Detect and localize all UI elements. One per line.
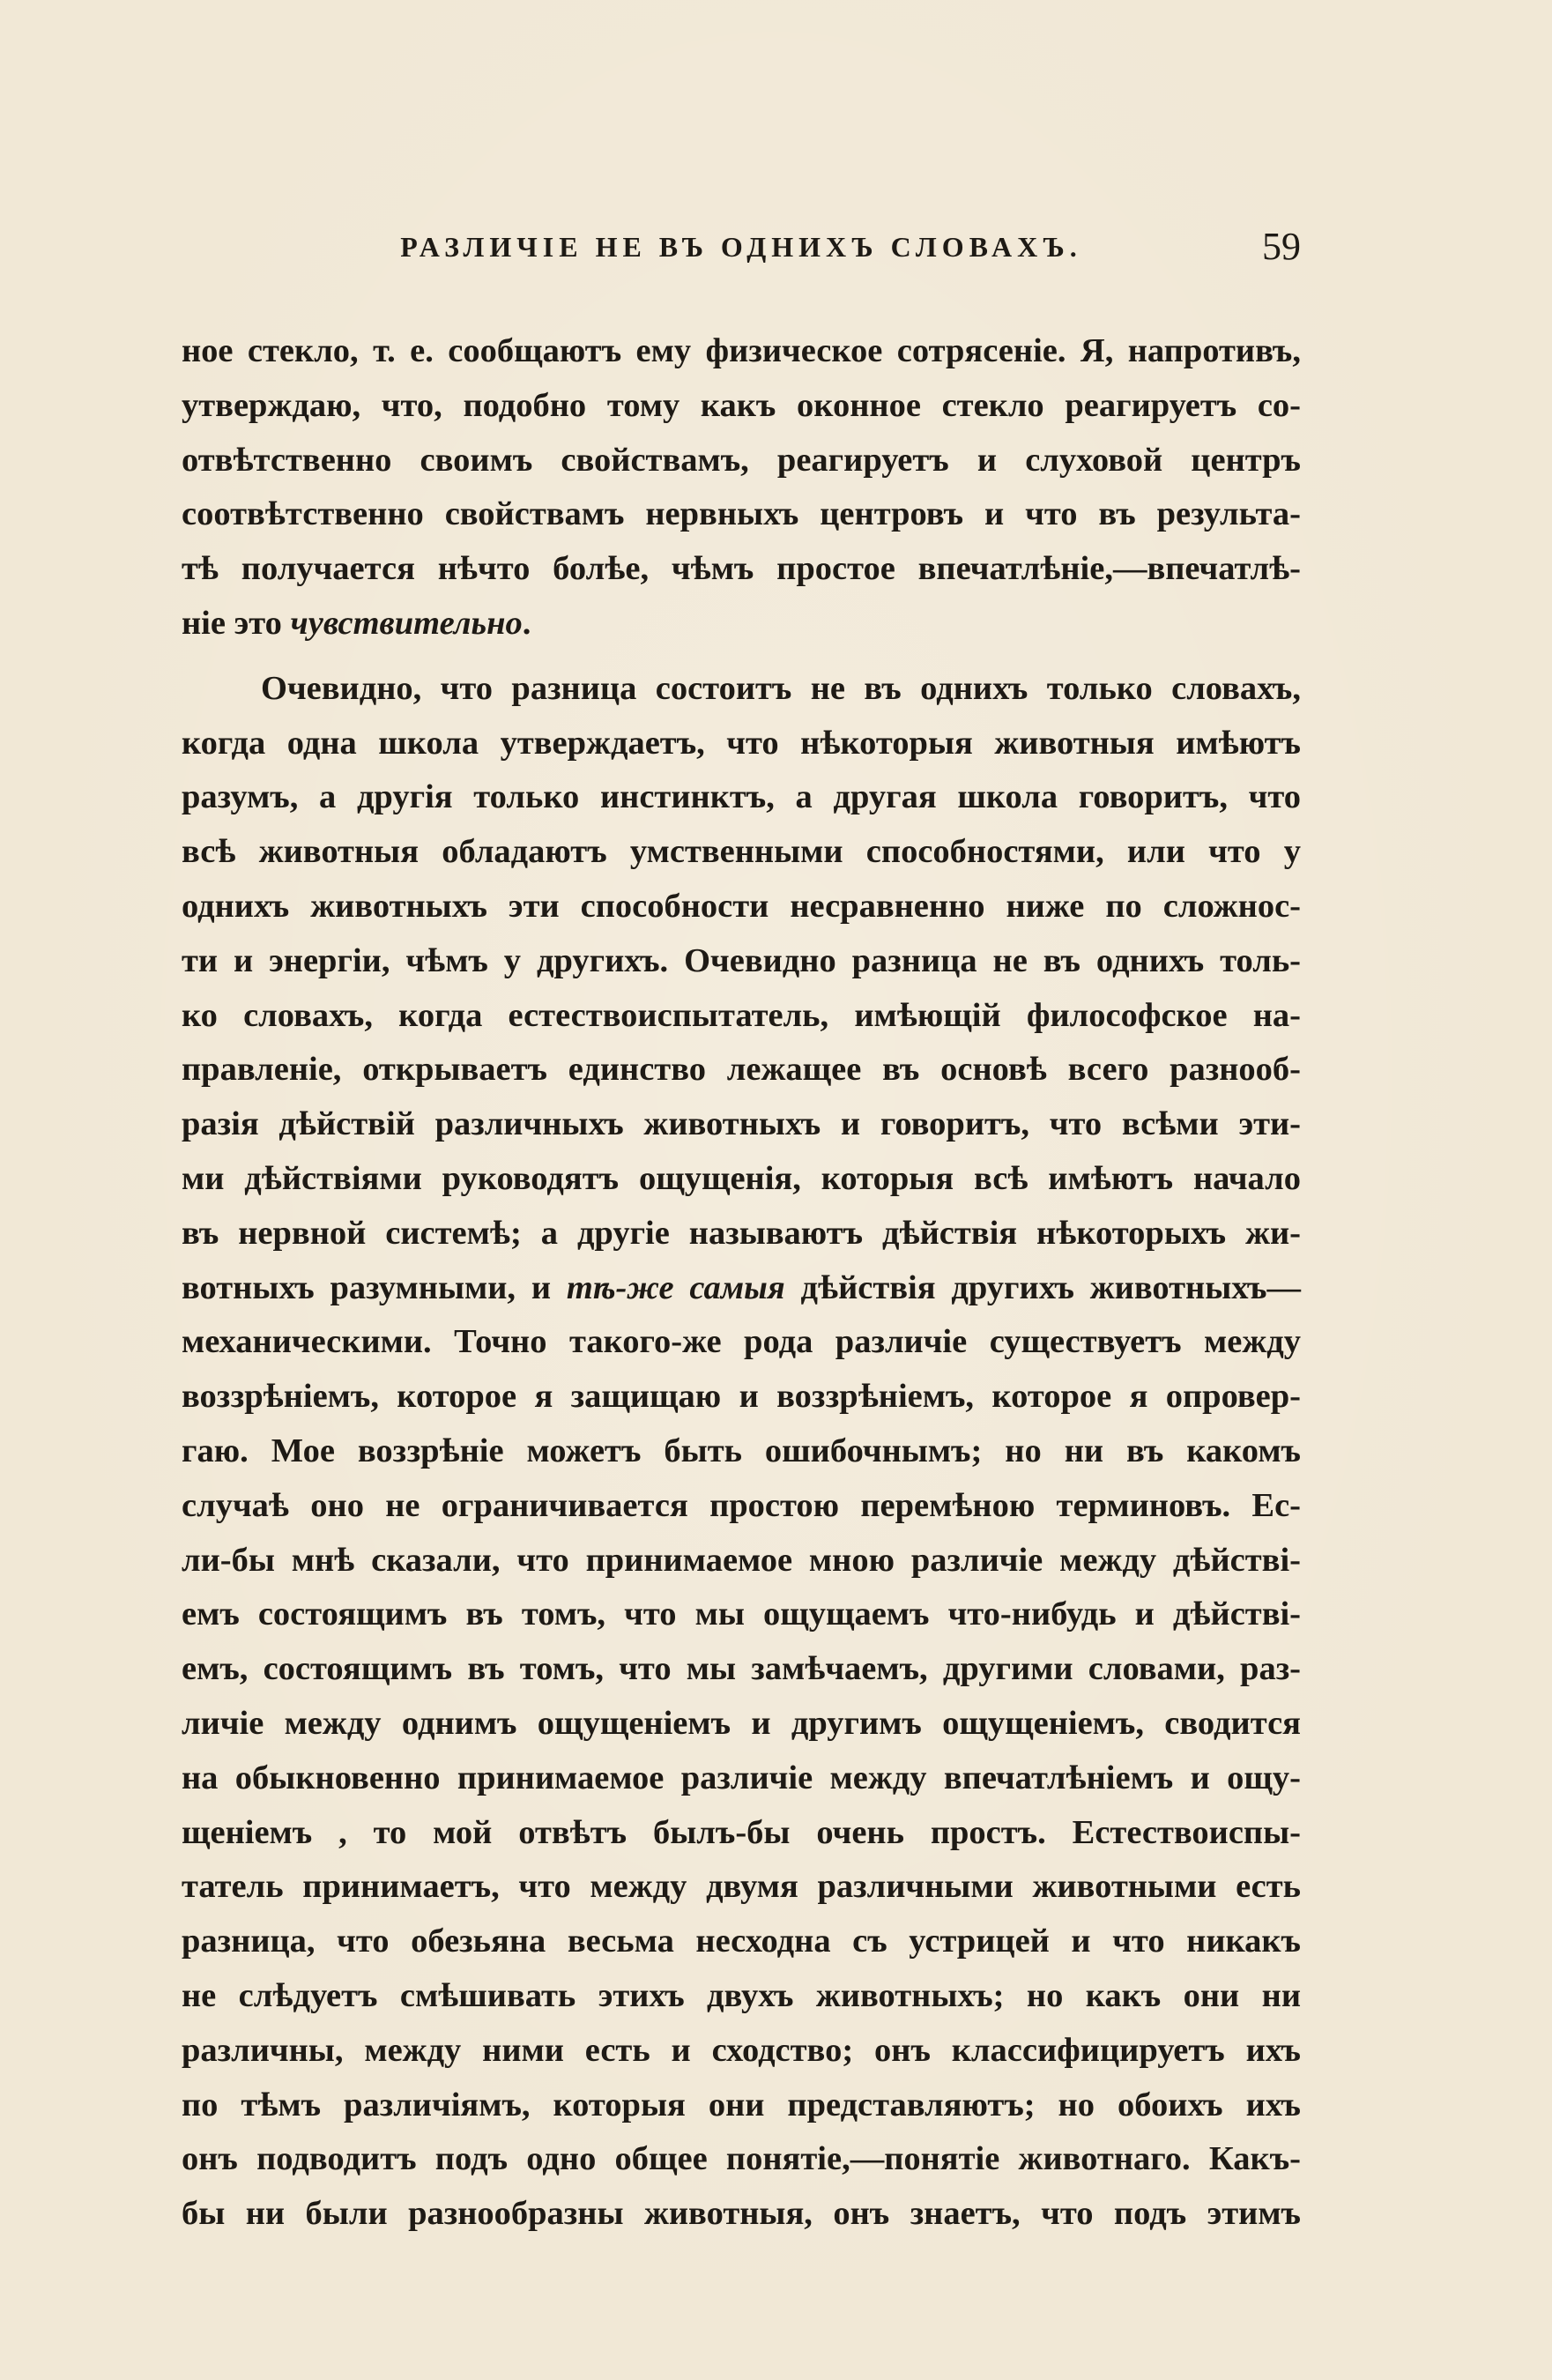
line-text: не слѣдуетъ смѣшивать этихъ двухъ животныхъ; но какъ они ни: [182, 1976, 1301, 2014]
text-line: [182, 662, 1301, 717]
text-line: [182, 880, 1301, 934]
line-text: различны, между ними есть и сходство; онъ классифицируетъ ихъ: [182, 2031, 1301, 2069]
line-text: воззрѣніемъ, которое я защищаю и воззрѣніемъ, которое я опровер-: [182, 1378, 1301, 1416]
paragraph: [182, 324, 1301, 651]
text-line: [182, 1534, 1301, 1588]
line-text: механическими. Точно такого-же рода различіе существуетъ между: [182, 1323, 1301, 1361]
line-text-after: .: [522, 604, 531, 642]
text-line: [182, 1915, 1301, 1969]
line-text: ніе это: [182, 604, 291, 642]
text-line: [182, 1588, 1301, 1642]
line-text: правленіе, открываетъ единство лежащее въ основѣ всего разнооб-: [182, 1051, 1301, 1089]
line-text: соотвѣтственно свойствамъ нервныхъ центровъ и что въ результа-: [182, 495, 1301, 533]
text-line: [182, 1097, 1301, 1152]
line-text-after: дѣйствія другихъ животныхъ—: [784, 1268, 1302, 1306]
line-text: случаѣ оно не ограничивается простою перемѣною терминовъ. Ес-: [182, 1486, 1301, 1524]
line-text: всѣ животныя обладаютъ умственными способностями, или что у: [182, 833, 1301, 871]
line-text: въ нервной системѣ; а другіе называютъ дѣйствія нѣкоторыхъ жи-: [182, 1214, 1301, 1252]
text-line: [182, 825, 1301, 880]
text-line: [182, 1261, 1301, 1316]
text-line: [182, 1315, 1301, 1370]
line-text: разія дѣйствій различныхъ животныхъ и говоритъ, что всѣми эти-: [182, 1105, 1301, 1143]
text-line: [182, 324, 1301, 379]
page-number: 59: [1262, 225, 1301, 268]
text-line: [182, 1424, 1301, 1479]
body-text: [182, 324, 1301, 2242]
line-text: ми дѣйствіями руководятъ ощущенія, которыя всѣ имѣютъ начало: [182, 1159, 1301, 1197]
text-line: [182, 1860, 1301, 1915]
text-line: [182, 1969, 1301, 2024]
text-line: [182, 1207, 1301, 1261]
line-text: ти и энергіи, чѣмъ у другихъ. Очевидно разница не въ однихъ толь-: [182, 941, 1301, 979]
line-text: вотныхъ разумными, и: [182, 1268, 567, 1306]
text-line: [182, 1697, 1301, 1752]
line-text: емъ состоящимъ въ томъ, что мы ощущаемъ что-нибудь и дѣйстві-: [182, 1595, 1301, 1633]
italic-emphasis: тѣ-же самыя: [566, 1268, 785, 1306]
text-line: [182, 934, 1301, 989]
text-line: [182, 1752, 1301, 1806]
text-line: [182, 1479, 1301, 1534]
text-line: [182, 989, 1301, 1044]
line-text: на обыкновенно принимаемое различіе между впечатлѣніемъ и ощу-: [182, 1759, 1301, 1796]
text-line: [182, 2132, 1301, 2187]
line-text: ли-бы мнѣ сказали, что принимаемое мною различіе между дѣйстві-: [182, 1541, 1301, 1579]
line-text: разница, что обезьяна весьма несходна съ устрицей и что никакъ: [182, 1923, 1301, 1960]
line-text: Очевидно, что разница состоитъ не въ однихъ только словахъ,: [261, 669, 1301, 707]
line-text: ное стекло, т. е. сообщаютъ ему физическое сотрясеніе. Я, напротивъ,: [182, 332, 1301, 369]
line-text: емъ, состоящимъ въ томъ, что мы замѣчаемъ, другими словами, раз-: [182, 1650, 1301, 1688]
running-head-title: РАЗЛИЧІЕ НЕ ВЪ ОДНИХЪ СЛОВАХЪ.: [400, 231, 1082, 263]
line-text: однихъ животныхъ эти способности несравненно ниже по сложнос-: [182, 887, 1301, 925]
line-text: тѣ получается нѣчто болѣе, чѣмъ простое впечатлѣніе,—впечатлѣ-: [182, 550, 1301, 588]
line-text: онъ подводитъ подъ одно общее понятіе,—понятіе животнаго. Какъ-: [182, 2140, 1301, 2178]
text-line: [182, 1806, 1301, 1861]
text-line: [182, 2079, 1301, 2133]
text-line: [182, 2187, 1301, 2242]
running-head: [182, 224, 1301, 277]
text-line: [182, 717, 1301, 771]
text-line: [182, 542, 1301, 597]
line-text: когда одна школа утверждаетъ, что нѣкоторыя животныя имѣютъ: [182, 724, 1301, 762]
line-text: разумъ, а другія только инстинктъ, а другая школа говоритъ, что: [182, 778, 1301, 816]
line-text: гаю. Мое воззрѣніе можетъ быть ошибочнымъ; но ни въ какомъ: [182, 1432, 1301, 1469]
line-text: ко словахъ, когда естествоиспытатель, имѣющій философское на-: [182, 996, 1301, 1034]
line-text: бы ни были разнообразны животныя, онъ знаетъ, что подъ этимъ: [182, 2195, 1301, 2233]
text-line: [182, 597, 1301, 651]
text-line: [182, 1043, 1301, 1097]
line-text: татель принимаетъ, что между двумя различными животными есть: [182, 1868, 1301, 1906]
line-text: утверждаю, что, подобно тому какъ оконное стекло реагируетъ со-: [182, 386, 1301, 424]
text-line: [182, 487, 1301, 542]
text-line: [182, 770, 1301, 825]
text-line: [182, 1642, 1301, 1697]
text-line: [182, 1152, 1301, 1207]
text-line: [182, 2024, 1301, 2079]
line-text: по тѣмъ различіямъ, которыя они представляютъ; но обоихъ ихъ: [182, 2086, 1301, 2123]
text-line: [182, 379, 1301, 434]
paragraph-gap: [182, 651, 1301, 662]
line-text: щеніемъ , то мой отвѣтъ былъ-бы очень простъ. Естествоиспы-: [182, 1813, 1301, 1851]
line-text: личіе между однимъ ощущеніемъ и другимъ ощущеніемъ, сводится: [182, 1704, 1301, 1742]
text-line: [182, 434, 1301, 488]
italic-emphasis: чувствительно: [290, 604, 523, 642]
text-line: [182, 1370, 1301, 1424]
paragraph: [182, 662, 1301, 2242]
line-text: отвѣтственно своимъ свойствамъ, реагируетъ и слуховой центръ: [182, 441, 1301, 479]
